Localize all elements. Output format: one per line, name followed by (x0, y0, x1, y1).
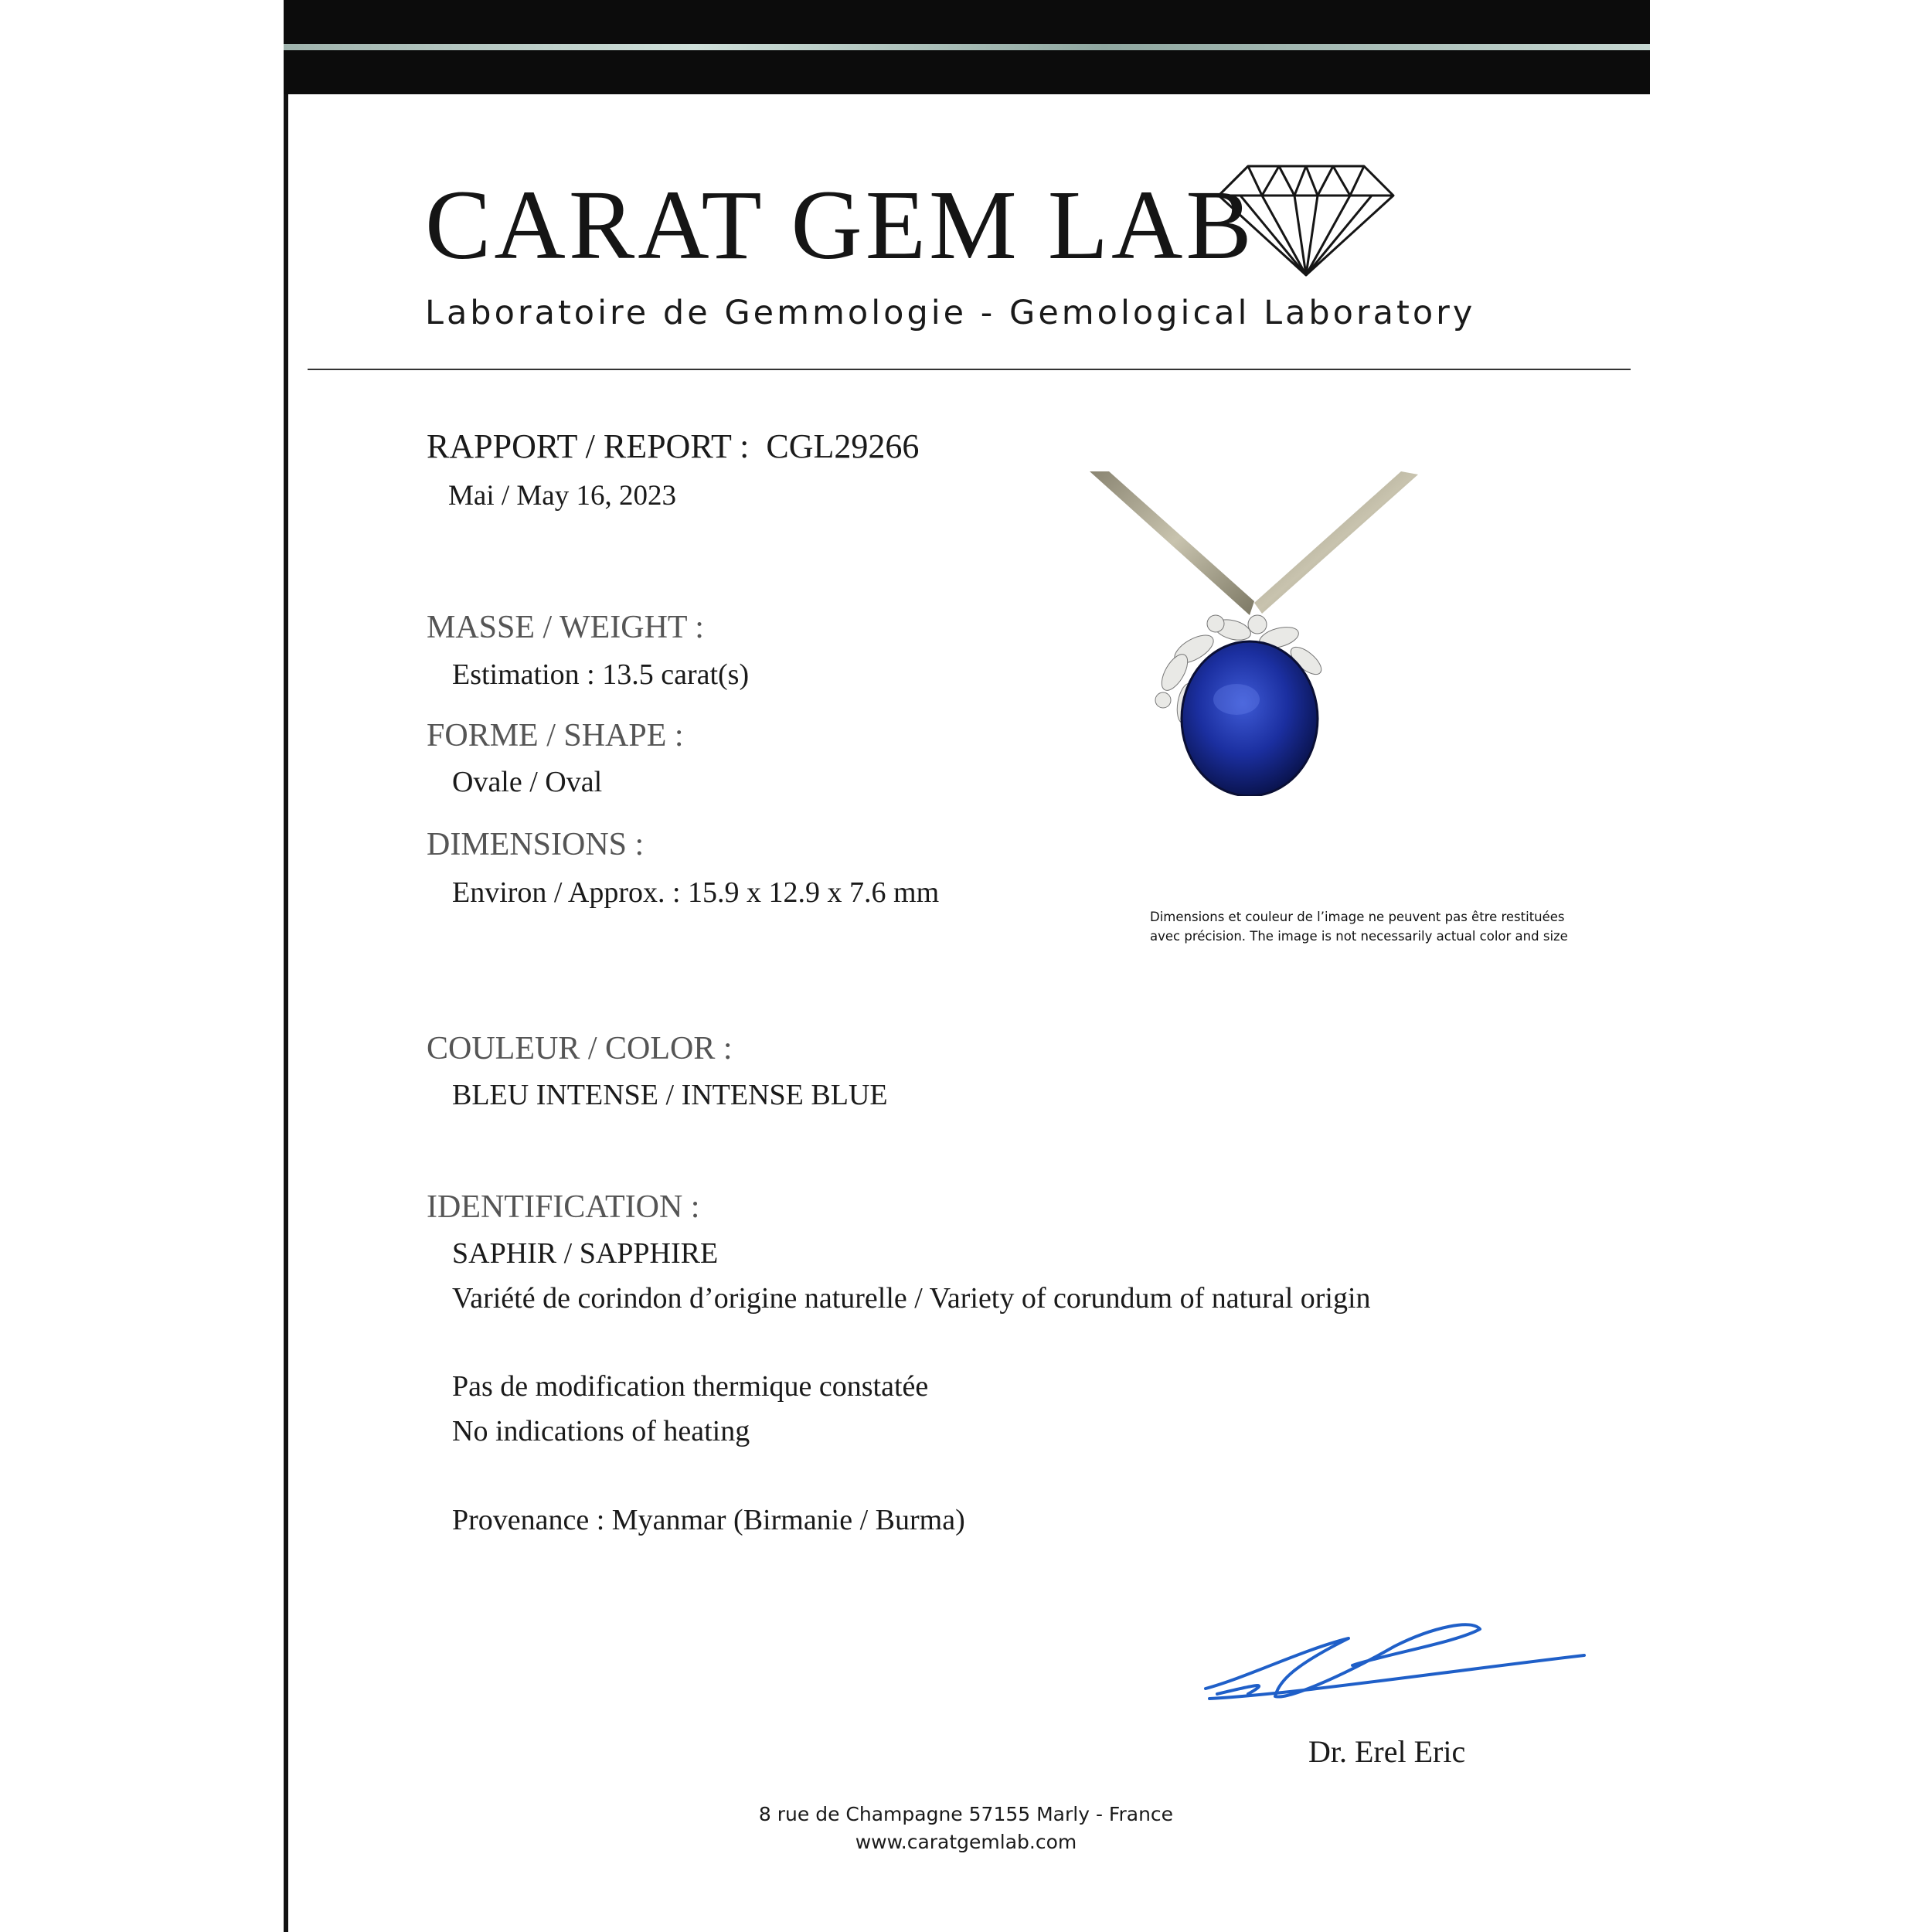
disclaimer-line-2: avec précision. The image is not necessarily actual color and size (1150, 929, 1568, 944)
brand-subtitle: Laboratoire de Gemmologie - Gemological Laboratory (425, 294, 1476, 332)
header-divider (308, 369, 1631, 370)
page-edge (284, 0, 288, 1932)
footer-address: 8 rue de Champagne 57155 Marly - France (758, 1803, 1174, 1825)
dimensions-heading: DIMENSIONS : (427, 827, 645, 862)
disclaimer-line-1: Dimensions et couleur de l’image ne peuvent pas être restituées (1150, 910, 1565, 924)
color-value: BLEU INTENSE / INTENSE BLUE (452, 1079, 888, 1111)
identification-heading: IDENTIFICATION : (427, 1189, 700, 1225)
variety-text: Variété de corindon d’origine naturelle / Variety of corundum of natural origin (452, 1282, 1371, 1315)
report-date: Mai / May 16, 2023 (448, 480, 676, 512)
image-disclaimer (1150, 907, 1583, 946)
brand-title: CARAT GEM LAB (425, 170, 1255, 280)
diamond-outline-icon (1217, 165, 1395, 277)
report-label: RAPPORT / REPORT : (427, 427, 750, 465)
footer-website[interactable]: www.caratgemlab.com (855, 1831, 1077, 1853)
identification-value: SAPHIR / SAPPHIRE (452, 1237, 719, 1270)
weight-heading: MASSE / WEIGHT : (427, 610, 704, 645)
dimensions-value: Environ / Approx. : 15.9 x 12.9 x 7.6 mm (452, 876, 940, 909)
shape-value: Ovale / Oval (452, 766, 603, 798)
report-number: CGL29266 (766, 427, 920, 465)
handwritten-signature (1202, 1607, 1588, 1716)
signer-name: Dr. Erel Eric (1308, 1734, 1466, 1769)
color-heading: COULEUR / COLOR : (427, 1031, 733, 1066)
top-bar-stripe (284, 44, 1650, 50)
heating-french-text: Pas de modification thermique constatée (452, 1370, 929, 1403)
sapphire-pendant-photo (1078, 464, 1418, 796)
weight-value: Estimation : 13.5 carat(s) (452, 658, 750, 691)
provenance-text: Provenance : Myanmar (Birmanie / Burma) (452, 1504, 965, 1536)
heating-english-text: No indications of heating (452, 1415, 750, 1447)
footer (696, 1801, 1236, 1856)
report-line (427, 427, 919, 466)
shape-heading: FORME / SHAPE : (427, 718, 684, 753)
top-bar (284, 0, 1650, 94)
